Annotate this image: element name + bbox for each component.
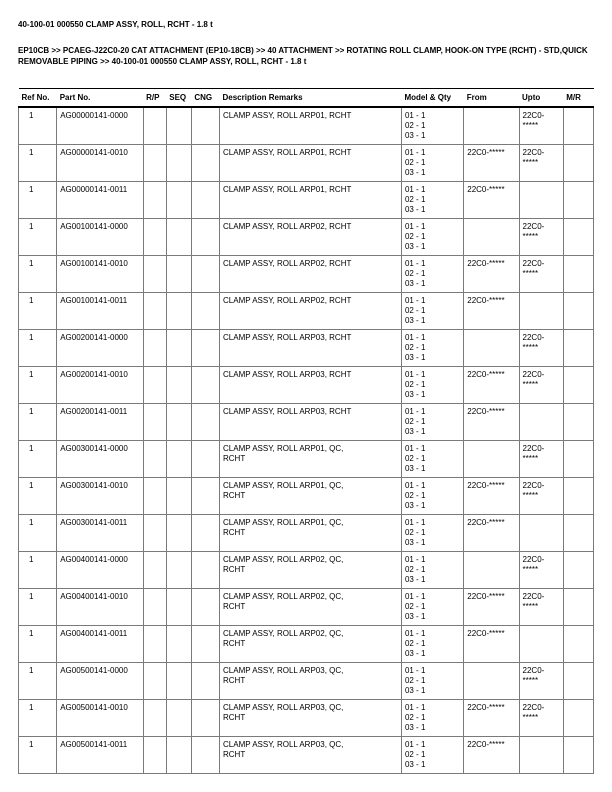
part-row bbox=[19, 700, 594, 737]
cell-line: 01 - 1 bbox=[404, 148, 426, 157]
cell-from: 22C0-***** bbox=[464, 700, 519, 737]
cell-description bbox=[220, 515, 402, 552]
cell-line: 02 - 1 bbox=[404, 602, 426, 611]
cell-description bbox=[220, 293, 402, 330]
part-row bbox=[19, 182, 594, 219]
cell-cng bbox=[191, 182, 219, 219]
cell-description bbox=[220, 441, 402, 478]
cell-rp bbox=[143, 107, 166, 145]
cell-line: 03 - 1 bbox=[404, 760, 426, 769]
cell-seq bbox=[166, 256, 191, 293]
cell-cng bbox=[191, 663, 219, 700]
cell-line: 01 - 1 bbox=[404, 481, 426, 490]
part-row bbox=[19, 256, 594, 293]
cell-line: RCHT bbox=[223, 565, 246, 574]
cell-cng bbox=[191, 478, 219, 515]
cell-rp bbox=[143, 293, 166, 330]
cell-description bbox=[220, 737, 402, 774]
cell-part_no: AG00300141-0010 bbox=[57, 478, 143, 515]
cell-line: 02 - 1 bbox=[404, 417, 426, 426]
cell-upto: 22C0-***** bbox=[519, 107, 563, 145]
cell-line: RCHT bbox=[223, 602, 246, 611]
cell-ref_no: 1 bbox=[19, 330, 57, 367]
cell-line: 01 - 1 bbox=[404, 222, 426, 231]
cell-line: 03 - 1 bbox=[404, 575, 426, 584]
cell-cng bbox=[191, 737, 219, 774]
cell-upto: 22C0-***** bbox=[519, 145, 563, 182]
cell-rp bbox=[143, 256, 166, 293]
cell-upto bbox=[519, 293, 563, 330]
cell-model_qty bbox=[401, 256, 463, 293]
cell-line: 03 - 1 bbox=[404, 538, 426, 547]
cell-cng bbox=[191, 441, 219, 478]
cell-mr bbox=[563, 737, 593, 774]
part-row bbox=[19, 478, 594, 515]
part-row bbox=[19, 626, 594, 663]
cell-upto: 22C0-***** bbox=[519, 552, 563, 589]
cell-part_no: AG00400141-0011 bbox=[57, 626, 143, 663]
cell-ref_no: 1 bbox=[19, 256, 57, 293]
cell-ref_no: 1 bbox=[19, 737, 57, 774]
cell-part_no: AG00400141-0000 bbox=[57, 552, 143, 589]
cell-rp bbox=[143, 626, 166, 663]
cell-ref_no: 1 bbox=[19, 367, 57, 404]
cell-line: 01 - 1 bbox=[404, 629, 426, 638]
cell-seq bbox=[166, 478, 191, 515]
cell-model_qty bbox=[401, 367, 463, 404]
cell-model_qty bbox=[401, 293, 463, 330]
cell-ref_no: 1 bbox=[19, 626, 57, 663]
cell-description bbox=[220, 478, 402, 515]
cell-mr bbox=[563, 589, 593, 626]
cell-description bbox=[220, 256, 402, 293]
cell-line: CLAMP ASSY, ROLL ARP02, QC, bbox=[223, 555, 344, 564]
cell-seq bbox=[166, 663, 191, 700]
header-row bbox=[19, 89, 594, 108]
cell-line: 01 - 1 bbox=[404, 666, 426, 675]
cell-model_qty bbox=[401, 663, 463, 700]
breadcrumb: EP10CB >> PCAEG-J22C0-20 CAT ATTACHMENT (EP10-18CB) >> 40 ATTACHMENT >> ROTATING ROLL CLAMP, HOOK-ON TYPE (RCHT) - STD,QUICK REMOVABLE PIPING >> 40-100-01 000550 CLAMP ASSY, ROLL, RCHT - 1.8 t bbox=[18, 46, 588, 66]
cell-upto bbox=[519, 182, 563, 219]
column-header-seq: SEQ bbox=[166, 89, 191, 108]
cell-seq bbox=[166, 589, 191, 626]
cell-part_no: AG00200141-0000 bbox=[57, 330, 143, 367]
page-title: 40-100-01 000550 CLAMP ASSY, ROLL, RCHT - 1.8 t bbox=[18, 20, 213, 29]
cell-line: CLAMP ASSY, ROLL ARP02, RCHT bbox=[223, 222, 352, 231]
cell-line: 03 - 1 bbox=[404, 168, 426, 177]
cell-from: 22C0-***** bbox=[464, 367, 519, 404]
cell-upto: 22C0-***** bbox=[519, 367, 563, 404]
part-row bbox=[19, 107, 594, 145]
cell-mr bbox=[563, 700, 593, 737]
cell-cng bbox=[191, 107, 219, 145]
part-row bbox=[19, 367, 594, 404]
cell-from: 22C0-***** bbox=[464, 589, 519, 626]
cell-line: 03 - 1 bbox=[404, 353, 426, 362]
cell-rp bbox=[143, 478, 166, 515]
table-body bbox=[19, 107, 594, 774]
cell-mr bbox=[563, 626, 593, 663]
cell-model_qty bbox=[401, 478, 463, 515]
cell-line: CLAMP ASSY, ROLL ARP02, RCHT bbox=[223, 296, 352, 305]
cell-part_no: AG00000141-0010 bbox=[57, 145, 143, 182]
cell-part_no: AG00300141-0011 bbox=[57, 515, 143, 552]
cell-line: 01 - 1 bbox=[404, 703, 426, 712]
cell-mr bbox=[563, 145, 593, 182]
cell-from: 22C0-***** bbox=[464, 626, 519, 663]
cell-ref_no: 1 bbox=[19, 182, 57, 219]
cell-line: 01 - 1 bbox=[404, 370, 426, 379]
cell-upto bbox=[519, 737, 563, 774]
cell-line: 02 - 1 bbox=[404, 454, 426, 463]
cell-model_qty bbox=[401, 589, 463, 626]
cell-line: 01 - 1 bbox=[404, 296, 426, 305]
cell-part_no: AG00200141-0010 bbox=[57, 367, 143, 404]
cell-seq bbox=[166, 626, 191, 663]
cell-line: 02 - 1 bbox=[404, 565, 426, 574]
cell-line: 02 - 1 bbox=[404, 750, 426, 759]
cell-from bbox=[464, 663, 519, 700]
cell-rp bbox=[143, 552, 166, 589]
cell-line: RCHT bbox=[223, 713, 246, 722]
cell-rp bbox=[143, 737, 166, 774]
cell-seq bbox=[166, 330, 191, 367]
cell-line: CLAMP ASSY, ROLL ARP03, QC, bbox=[223, 703, 344, 712]
cell-ref_no: 1 bbox=[19, 515, 57, 552]
parts-table bbox=[18, 88, 594, 774]
cell-mr bbox=[563, 293, 593, 330]
cell-from bbox=[464, 441, 519, 478]
part-row bbox=[19, 552, 594, 589]
cell-line: CLAMP ASSY, ROLL ARP01, RCHT bbox=[223, 111, 352, 120]
cell-from bbox=[464, 219, 519, 256]
cell-rp bbox=[143, 182, 166, 219]
cell-line: CLAMP ASSY, ROLL ARP02, QC, bbox=[223, 592, 344, 601]
cell-line: 02 - 1 bbox=[404, 158, 426, 167]
cell-line: 01 - 1 bbox=[404, 592, 426, 601]
cell-seq bbox=[166, 441, 191, 478]
cell-part_no: AG00300141-0000 bbox=[57, 441, 143, 478]
column-header-cng: CNG bbox=[191, 89, 219, 108]
cell-line: 01 - 1 bbox=[404, 111, 426, 120]
cell-from: 22C0-***** bbox=[464, 182, 519, 219]
cell-description bbox=[220, 626, 402, 663]
cell-from: 22C0-***** bbox=[464, 515, 519, 552]
cell-line: RCHT bbox=[223, 528, 246, 537]
cell-description bbox=[220, 589, 402, 626]
cell-model_qty bbox=[401, 330, 463, 367]
cell-mr bbox=[563, 441, 593, 478]
cell-mr bbox=[563, 552, 593, 589]
cell-model_qty bbox=[401, 219, 463, 256]
cell-line: 03 - 1 bbox=[404, 427, 426, 436]
cell-model_qty bbox=[401, 182, 463, 219]
part-row bbox=[19, 145, 594, 182]
cell-ref_no: 1 bbox=[19, 478, 57, 515]
cell-rp bbox=[143, 219, 166, 256]
cell-line: 03 - 1 bbox=[404, 686, 426, 695]
cell-cng bbox=[191, 626, 219, 663]
cell-description bbox=[220, 367, 402, 404]
cell-rp bbox=[143, 663, 166, 700]
cell-line: 03 - 1 bbox=[404, 205, 426, 214]
cell-part_no: AG00200141-0011 bbox=[57, 404, 143, 441]
cell-ref_no: 1 bbox=[19, 700, 57, 737]
cell-part_no: AG00500141-0010 bbox=[57, 700, 143, 737]
cell-description bbox=[220, 330, 402, 367]
cell-model_qty bbox=[401, 441, 463, 478]
cell-cng bbox=[191, 589, 219, 626]
cell-line: CLAMP ASSY, ROLL ARP03, RCHT bbox=[223, 407, 352, 416]
cell-seq bbox=[166, 515, 191, 552]
cell-line: 01 - 1 bbox=[404, 185, 426, 194]
cell-description bbox=[220, 219, 402, 256]
cell-model_qty bbox=[401, 700, 463, 737]
cell-cng bbox=[191, 404, 219, 441]
cell-cng bbox=[191, 145, 219, 182]
cell-line: 03 - 1 bbox=[404, 131, 426, 140]
column-header-ref_no: Ref No. bbox=[19, 89, 57, 108]
cell-line: CLAMP ASSY, ROLL ARP01, QC, bbox=[223, 444, 344, 453]
column-header-model_qty: Model & Qty bbox=[401, 89, 463, 108]
cell-line: CLAMP ASSY, ROLL ARP03, QC, bbox=[223, 740, 344, 749]
part-row bbox=[19, 293, 594, 330]
cell-rp bbox=[143, 589, 166, 626]
column-header-from: From bbox=[464, 89, 519, 108]
cell-mr bbox=[563, 663, 593, 700]
cell-description bbox=[220, 700, 402, 737]
part-row bbox=[19, 219, 594, 256]
cell-upto: 22C0-***** bbox=[519, 700, 563, 737]
cell-line: 01 - 1 bbox=[404, 259, 426, 268]
cell-model_qty bbox=[401, 515, 463, 552]
cell-from bbox=[464, 330, 519, 367]
cell-rp bbox=[143, 515, 166, 552]
cell-mr bbox=[563, 404, 593, 441]
cell-line: 03 - 1 bbox=[404, 316, 426, 325]
cell-rp bbox=[143, 404, 166, 441]
cell-model_qty bbox=[401, 552, 463, 589]
cell-cng bbox=[191, 330, 219, 367]
cell-cng bbox=[191, 552, 219, 589]
cell-line: RCHT bbox=[223, 491, 246, 500]
cell-cng bbox=[191, 367, 219, 404]
cell-part_no: AG00500141-0000 bbox=[57, 663, 143, 700]
column-header-rp: R/P bbox=[143, 89, 166, 108]
cell-ref_no: 1 bbox=[19, 663, 57, 700]
cell-rp bbox=[143, 367, 166, 404]
cell-part_no: AG00400141-0010 bbox=[57, 589, 143, 626]
column-header-upto: Upto bbox=[519, 89, 563, 108]
cell-line: 03 - 1 bbox=[404, 501, 426, 510]
cell-model_qty bbox=[401, 626, 463, 663]
cell-line: 03 - 1 bbox=[404, 464, 426, 473]
column-header-part_no: Part No. bbox=[57, 89, 143, 108]
cell-ref_no: 1 bbox=[19, 404, 57, 441]
cell-line: 02 - 1 bbox=[404, 491, 426, 500]
cell-line: 01 - 1 bbox=[404, 444, 426, 453]
cell-model_qty bbox=[401, 107, 463, 145]
cell-seq bbox=[166, 552, 191, 589]
table-header bbox=[19, 89, 594, 108]
cell-line: RCHT bbox=[223, 639, 246, 648]
cell-from: 22C0-***** bbox=[464, 478, 519, 515]
cell-description bbox=[220, 145, 402, 182]
cell-line: CLAMP ASSY, ROLL ARP01, QC, bbox=[223, 518, 344, 527]
cell-seq bbox=[166, 700, 191, 737]
cell-line: 03 - 1 bbox=[404, 612, 426, 621]
cell-seq bbox=[166, 219, 191, 256]
cell-mr bbox=[563, 256, 593, 293]
part-row bbox=[19, 515, 594, 552]
cell-description bbox=[220, 552, 402, 589]
cell-seq bbox=[166, 293, 191, 330]
cell-line: CLAMP ASSY, ROLL ARP01, RCHT bbox=[223, 148, 352, 157]
cell-seq bbox=[166, 367, 191, 404]
cell-from bbox=[464, 552, 519, 589]
cell-line: 02 - 1 bbox=[404, 380, 426, 389]
cell-line: 01 - 1 bbox=[404, 740, 426, 749]
cell-cng bbox=[191, 256, 219, 293]
cell-part_no: AG00000141-0000 bbox=[57, 107, 143, 145]
cell-line: 02 - 1 bbox=[404, 676, 426, 685]
cell-upto: 22C0-***** bbox=[519, 330, 563, 367]
cell-mr bbox=[563, 367, 593, 404]
cell-line: 02 - 1 bbox=[404, 713, 426, 722]
cell-line: CLAMP ASSY, ROLL ARP01, RCHT bbox=[223, 185, 352, 194]
cell-part_no: AG00100141-0011 bbox=[57, 293, 143, 330]
cell-from: 22C0-***** bbox=[464, 293, 519, 330]
cell-cng bbox=[191, 515, 219, 552]
cell-description bbox=[220, 107, 402, 145]
part-row bbox=[19, 404, 594, 441]
cell-line: CLAMP ASSY, ROLL ARP03, RCHT bbox=[223, 370, 352, 379]
cell-from: 22C0-***** bbox=[464, 145, 519, 182]
part-row bbox=[19, 589, 594, 626]
cell-part_no: AG00500141-0011 bbox=[57, 737, 143, 774]
cell-mr bbox=[563, 478, 593, 515]
cell-seq bbox=[166, 182, 191, 219]
cell-upto: 22C0-***** bbox=[519, 219, 563, 256]
cell-upto bbox=[519, 404, 563, 441]
cell-line: 02 - 1 bbox=[404, 343, 426, 352]
cell-line: 01 - 1 bbox=[404, 407, 426, 416]
cell-from: 22C0-***** bbox=[464, 404, 519, 441]
cell-cng bbox=[191, 700, 219, 737]
cell-line: RCHT bbox=[223, 454, 246, 463]
column-header-mr: M/R bbox=[563, 89, 593, 108]
cell-description bbox=[220, 663, 402, 700]
cell-line: CLAMP ASSY, ROLL ARP01, QC, bbox=[223, 481, 344, 490]
cell-rp bbox=[143, 700, 166, 737]
cell-model_qty bbox=[401, 404, 463, 441]
cell-line: 01 - 1 bbox=[404, 333, 426, 342]
cell-mr bbox=[563, 219, 593, 256]
cell-seq bbox=[166, 737, 191, 774]
cell-cng bbox=[191, 293, 219, 330]
cell-mr bbox=[563, 515, 593, 552]
cell-upto bbox=[519, 515, 563, 552]
cell-description bbox=[220, 182, 402, 219]
cell-ref_no: 1 bbox=[19, 552, 57, 589]
cell-line: 03 - 1 bbox=[404, 723, 426, 732]
cell-line: 03 - 1 bbox=[404, 279, 426, 288]
cell-from bbox=[464, 107, 519, 145]
cell-upto: 22C0-***** bbox=[519, 478, 563, 515]
cell-ref_no: 1 bbox=[19, 589, 57, 626]
cell-line: 01 - 1 bbox=[404, 555, 426, 564]
cell-from: 22C0-***** bbox=[464, 256, 519, 293]
cell-ref_no: 1 bbox=[19, 293, 57, 330]
cell-rp bbox=[143, 330, 166, 367]
cell-upto: 22C0-***** bbox=[519, 589, 563, 626]
cell-line: 02 - 1 bbox=[404, 528, 426, 537]
cell-ref_no: 1 bbox=[19, 219, 57, 256]
cell-line: 02 - 1 bbox=[404, 269, 426, 278]
cell-line: CLAMP ASSY, ROLL ARP03, RCHT bbox=[223, 333, 352, 342]
cell-seq bbox=[166, 404, 191, 441]
cell-mr bbox=[563, 182, 593, 219]
cell-model_qty bbox=[401, 737, 463, 774]
cell-line: 02 - 1 bbox=[404, 639, 426, 648]
cell-line: 02 - 1 bbox=[404, 232, 426, 241]
cell-from: 22C0-***** bbox=[464, 737, 519, 774]
cell-model_qty bbox=[401, 145, 463, 182]
cell-line: RCHT bbox=[223, 676, 246, 685]
cell-line: CLAMP ASSY, ROLL ARP02, QC, bbox=[223, 629, 344, 638]
part-row bbox=[19, 330, 594, 367]
cell-line: 03 - 1 bbox=[404, 242, 426, 251]
cell-description bbox=[220, 404, 402, 441]
cell-seq bbox=[166, 145, 191, 182]
cell-line: 01 - 1 bbox=[404, 518, 426, 527]
cell-ref_no: 1 bbox=[19, 441, 57, 478]
cell-upto: 22C0-***** bbox=[519, 441, 563, 478]
cell-ref_no: 1 bbox=[19, 107, 57, 145]
cell-ref_no: 1 bbox=[19, 145, 57, 182]
cell-line: 02 - 1 bbox=[404, 306, 426, 315]
part-row bbox=[19, 663, 594, 700]
cell-rp bbox=[143, 441, 166, 478]
cell-cng bbox=[191, 219, 219, 256]
cell-line: 02 - 1 bbox=[404, 121, 426, 130]
cell-line: RCHT bbox=[223, 750, 246, 759]
cell-upto bbox=[519, 626, 563, 663]
cell-seq bbox=[166, 107, 191, 145]
cell-upto: 22C0-***** bbox=[519, 256, 563, 293]
cell-mr bbox=[563, 107, 593, 145]
cell-rp bbox=[143, 145, 166, 182]
cell-part_no: AG00000141-0011 bbox=[57, 182, 143, 219]
cell-line: 03 - 1 bbox=[404, 390, 426, 399]
cell-line: 02 - 1 bbox=[404, 195, 426, 204]
cell-part_no: AG00100141-0010 bbox=[57, 256, 143, 293]
part-row bbox=[19, 441, 594, 478]
cell-part_no: AG00100141-0000 bbox=[57, 219, 143, 256]
cell-line: 03 - 1 bbox=[404, 649, 426, 658]
cell-upto: 22C0-***** bbox=[519, 663, 563, 700]
cell-mr bbox=[563, 330, 593, 367]
part-row bbox=[19, 737, 594, 774]
cell-line: CLAMP ASSY, ROLL ARP03, QC, bbox=[223, 666, 344, 675]
cell-line: CLAMP ASSY, ROLL ARP02, RCHT bbox=[223, 259, 352, 268]
column-header-description: Description Remarks bbox=[220, 89, 402, 108]
